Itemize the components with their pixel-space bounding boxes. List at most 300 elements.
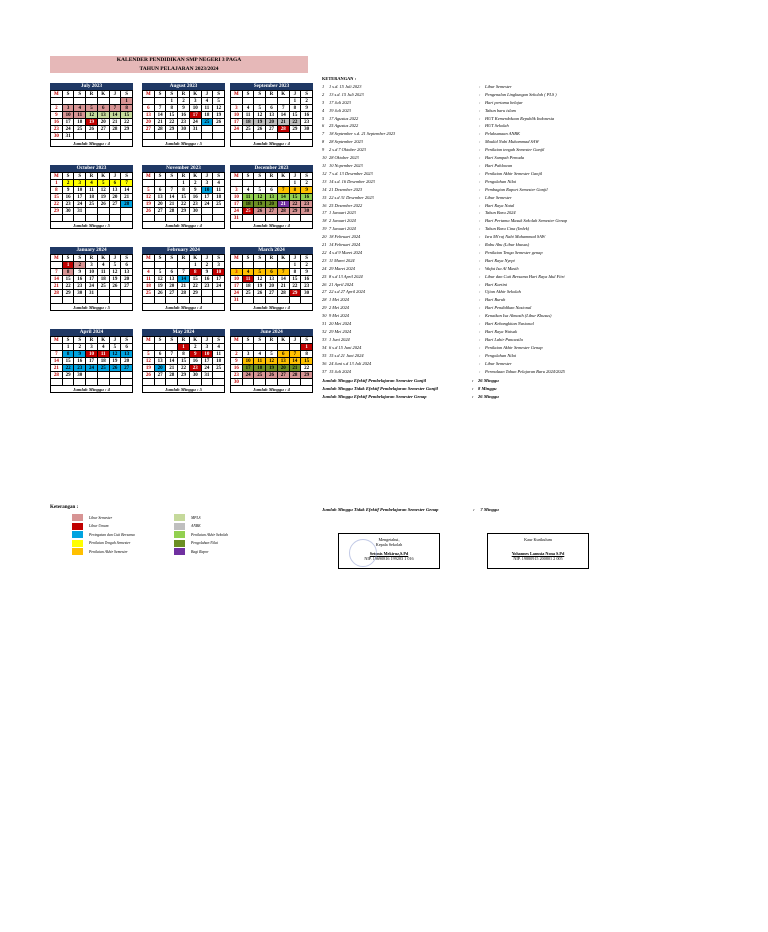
day-cell: 12 — [143, 194, 155, 201]
ket-desc: Isra Mi'raj Nabi Muhammad SAW — [485, 234, 546, 240]
weekday-header: S — [166, 173, 178, 180]
month-days — [50, 254, 133, 304]
summary-value: 26 Minggu — [478, 393, 499, 399]
ket-colon: : — [479, 131, 481, 137]
signature-curriculum — [487, 533, 589, 569]
day-cell: 30 — [190, 208, 202, 215]
day-cell: 11 — [243, 194, 255, 201]
weekday-header: K — [278, 337, 290, 344]
day-cell: 6 — [143, 105, 155, 112]
empty-cell — [155, 215, 167, 222]
day-cell: 28 — [178, 290, 190, 297]
day-cell: 13 — [266, 194, 278, 201]
day-cell: 2 — [178, 98, 190, 105]
weekday-header: R — [178, 173, 190, 180]
day-cell: 1 — [190, 262, 202, 269]
day-cell: 7 — [110, 105, 122, 112]
ket-date: 1 Januari 2023 — [329, 210, 356, 216]
keterangan-row — [322, 209, 622, 217]
ket-date: 2 Januari 2024 — [329, 218, 356, 224]
month-days — [230, 90, 313, 140]
empty-cell — [98, 290, 110, 297]
day-cell: 27 — [110, 201, 122, 208]
ket-desc: Hari Raya Nyepi — [485, 257, 515, 263]
weekday-header: S — [63, 255, 75, 262]
month-9 — [50, 329, 133, 393]
day-cell: 28 — [51, 290, 63, 297]
day-cell: 17 — [202, 194, 214, 201]
day-cell: 30 — [231, 379, 243, 386]
day-cell: 4 — [74, 105, 86, 112]
day-cell: 18 — [74, 119, 86, 126]
day-cell: 14 — [278, 194, 290, 201]
day-cell: 3 — [231, 187, 243, 194]
ket-date: 4 s.d 9 Maret 2024 — [329, 249, 363, 255]
day-cell: 2 — [202, 262, 214, 269]
day-cell: 31 — [74, 208, 86, 215]
month-days — [50, 172, 133, 222]
day-cell: 17 — [86, 358, 98, 365]
weekday-header: J — [290, 91, 302, 98]
day-cell: 19 — [143, 365, 155, 372]
ket-desc: Hari Raya Waisak — [485, 329, 518, 334]
day-cell: 16 — [202, 276, 214, 283]
day-cell: 3 — [63, 105, 75, 112]
day-cell: 27 — [143, 126, 155, 133]
day-cell: 28 — [51, 372, 63, 379]
empty-cell — [202, 297, 214, 304]
day-cell: 29 — [178, 372, 190, 379]
day-cell: 13 — [121, 269, 133, 276]
ket-colon: : — [479, 107, 481, 113]
empty-cell — [231, 133, 243, 140]
legend-item — [72, 523, 109, 530]
empty-cell — [86, 297, 98, 304]
empty-cell — [98, 297, 110, 304]
weekday-header: S — [63, 337, 75, 344]
empty-cell — [74, 133, 86, 140]
legend-item — [72, 548, 128, 555]
day-cell: 10 — [190, 105, 202, 112]
month-days — [142, 336, 225, 386]
weekday-header: J — [202, 337, 214, 344]
summary-label: Jumlah Minggu Efektif Pembelajaran Semester Genap — [322, 393, 427, 399]
day-cell: 24 — [74, 201, 86, 208]
weekday-header: R — [266, 255, 278, 262]
empty-cell — [243, 215, 255, 222]
day-cell: 27 — [266, 208, 278, 215]
weekday-header: R — [86, 173, 98, 180]
ket-desc: Hari pertama belajar — [485, 99, 523, 105]
day-cell: 12 — [213, 105, 225, 112]
ket-num: 37 — [322, 368, 327, 374]
weekday-header: R — [86, 337, 98, 344]
day-cell: 26 — [266, 372, 278, 379]
day-cell: 20 — [110, 194, 122, 201]
ket-colon: : — [479, 194, 481, 200]
summary-colon: : — [472, 378, 474, 384]
ket-date: 2 Mei 2024 — [329, 305, 349, 311]
empty-cell — [290, 133, 302, 140]
day-cell: 27 — [266, 290, 278, 297]
month-header: November 2023 — [142, 165, 225, 172]
day-cell: 23 — [231, 372, 243, 379]
day-cell: 16 — [190, 194, 202, 201]
weekday-header: J — [290, 255, 302, 262]
day-cell: 4 — [213, 344, 225, 351]
ket-desc: Tahun baru islam — [485, 107, 516, 113]
weekday-header: S — [155, 91, 167, 98]
ket-num: 9 — [322, 147, 325, 153]
ket-colon: : — [479, 234, 481, 240]
ket-num: 17 — [322, 210, 327, 216]
month-footer: Jumlah Minggu : 4 — [50, 140, 133, 147]
day-cell: 4 — [202, 98, 214, 105]
day-cell: 21 — [121, 194, 133, 201]
day-cell: 16 — [74, 358, 86, 365]
day-cell: 10 — [231, 112, 243, 119]
ket-num: 6 — [322, 123, 325, 129]
day-cell: 7 — [51, 351, 63, 358]
month-6 — [50, 247, 133, 311]
weekday-header: K — [190, 91, 202, 98]
empty-cell — [278, 133, 290, 140]
empty-cell — [213, 133, 225, 140]
ket-colon: : — [479, 360, 481, 366]
day-cell: 24 — [243, 372, 255, 379]
empty-cell — [110, 379, 122, 386]
summary-colon: : — [472, 386, 474, 392]
day-cell: 22 — [290, 119, 302, 126]
legend-swatch — [174, 531, 185, 538]
weekday-header: S — [121, 255, 133, 262]
ket-num: 30 — [322, 313, 327, 319]
ket-num: 26 — [322, 281, 327, 287]
ket-num: 16 — [322, 202, 327, 208]
empty-cell — [143, 297, 155, 304]
day-cell: 31 — [231, 215, 243, 222]
day-cell: 9 — [74, 269, 86, 276]
weekday-header: R — [178, 337, 190, 344]
day-cell: 26 — [254, 290, 266, 297]
day-cell: 7 — [155, 105, 167, 112]
day-cell: 24 — [202, 201, 214, 208]
month-footer: Jumlah Minggu : 4 — [50, 386, 133, 393]
school-stamp-icon — [349, 539, 377, 567]
keterangan-row — [322, 138, 622, 146]
ket-desc: Penilaian Tenga Semester genap — [485, 249, 543, 255]
day-cell: 15 — [63, 358, 75, 365]
weekday-header: S — [74, 173, 86, 180]
day-cell: 6 — [266, 187, 278, 194]
empty-cell — [51, 98, 63, 105]
ket-colon: : — [479, 281, 481, 287]
weekday-header: M — [231, 91, 243, 98]
day-cell: 29 — [63, 372, 75, 379]
day-cell: 3 — [243, 351, 255, 358]
day-cell: 5 — [86, 105, 98, 112]
empty-cell — [266, 133, 278, 140]
day-cell: 17 — [231, 119, 243, 126]
day-cell: 1 — [290, 98, 302, 105]
empty-cell — [290, 297, 302, 304]
day-cell: 16 — [231, 365, 243, 372]
day-cell: 8 — [166, 105, 178, 112]
empty-cell — [278, 180, 290, 187]
day-cell: 25 — [202, 119, 214, 126]
ket-desc: HUT Kemerdekaan Republik Indonesia — [485, 115, 555, 121]
day-cell: 24 — [213, 283, 225, 290]
empty-cell — [243, 379, 255, 386]
month-header: August 2023 — [142, 83, 225, 90]
day-cell: 19 — [110, 276, 122, 283]
keterangan-row — [322, 368, 622, 376]
empty-cell — [143, 262, 155, 269]
day-cell: 12 — [266, 358, 278, 365]
month-days — [142, 254, 225, 304]
ket-colon: : — [479, 115, 481, 121]
ket-date: 15 Juli 2024 — [329, 368, 351, 374]
empty-cell — [121, 372, 133, 379]
empty-cell — [74, 98, 86, 105]
day-cell: 17 — [231, 201, 243, 208]
day-cell: 22 — [290, 283, 302, 290]
ket-colon: : — [479, 368, 481, 374]
day-cell: 16 — [190, 358, 202, 365]
empty-cell — [278, 297, 290, 304]
day-cell: 9 — [301, 187, 313, 194]
ket-num: 19 — [322, 226, 327, 232]
keterangan-row — [322, 281, 622, 289]
day-cell: 24 — [231, 290, 243, 297]
ket-date: 8 s.d 13 April 2024 — [329, 273, 363, 279]
day-cell: 25 — [243, 290, 255, 297]
month-header: February 2024 — [142, 247, 225, 254]
day-cell: 20 — [155, 201, 167, 208]
empty-cell — [243, 262, 255, 269]
empty-cell — [110, 290, 122, 297]
empty-cell — [213, 215, 225, 222]
day-cell: 19 — [266, 365, 278, 372]
day-cell: 31 — [231, 297, 243, 304]
day-cell: 24 — [190, 119, 202, 126]
weekday-header: S — [155, 255, 167, 262]
weekday-header: S — [243, 337, 255, 344]
legend-swatch — [174, 523, 185, 530]
day-cell: 29 — [63, 290, 75, 297]
ket-num: 7 — [322, 131, 325, 137]
legend-item — [174, 531, 228, 538]
ket-desc: Pengolahan Nilai — [485, 352, 517, 358]
empty-cell — [51, 344, 63, 351]
weekday-header: S — [243, 91, 255, 98]
legend-label: ANBK — [191, 524, 201, 529]
day-cell: 10 — [86, 351, 98, 358]
day-cell: 9 — [301, 105, 313, 112]
day-cell: 11 — [98, 269, 110, 276]
empty-cell — [266, 262, 278, 269]
keterangan-row — [322, 344, 622, 352]
keterangan-row — [322, 257, 622, 265]
legend-swatch — [72, 514, 83, 521]
ket-date: 1 Mei 2024 — [329, 297, 349, 303]
weekday-header: S — [213, 255, 225, 262]
day-cell: 20 — [278, 365, 290, 372]
empty-cell — [254, 379, 266, 386]
empty-cell — [190, 297, 202, 304]
ket-desc: Libur Semester — [485, 194, 512, 200]
weekday-header: S — [301, 173, 313, 180]
ket-colon: : — [479, 99, 481, 105]
day-cell: 14 — [290, 358, 302, 365]
day-cell: 13 — [143, 112, 155, 119]
keterangan-row — [322, 312, 622, 320]
day-cell: 3 — [86, 262, 98, 269]
empty-cell — [155, 262, 167, 269]
empty-cell — [143, 133, 155, 140]
day-cell: 2 — [301, 98, 313, 105]
day-cell: 25 — [143, 290, 155, 297]
day-cell: 7 — [121, 180, 133, 187]
day-cell: 16 — [301, 194, 313, 201]
empty-cell — [166, 133, 178, 140]
day-cell: 4 — [98, 344, 110, 351]
day-cell: 15 — [290, 112, 302, 119]
empty-cell — [202, 126, 214, 133]
day-cell: 9 — [51, 112, 63, 119]
legend-label: Bagi Rapor — [191, 549, 209, 554]
empty-cell — [266, 98, 278, 105]
empty-cell — [178, 379, 190, 386]
day-cell: 26 — [213, 119, 225, 126]
weekday-header: K — [278, 255, 290, 262]
empty-cell — [202, 133, 214, 140]
weekday-header: R — [178, 255, 190, 262]
day-cell: 25 — [213, 201, 225, 208]
day-cell: 29 — [290, 290, 302, 297]
day-cell: 20 — [98, 119, 110, 126]
day-cell: 3 — [190, 98, 202, 105]
weekday-header: J — [110, 91, 122, 98]
day-cell: 4 — [243, 187, 255, 194]
day-cell: 9 — [74, 351, 86, 358]
ket-num: 5 — [322, 115, 325, 121]
empty-cell — [278, 344, 290, 351]
summary-value: 26 Minggu — [478, 378, 499, 384]
ket-colon: : — [479, 178, 481, 184]
summary-label: Jumlah Minggu Tidak Efektif Pembelajaran Semester Ganjil — [322, 386, 438, 392]
day-cell: 1 — [63, 344, 75, 351]
ket-colon: : — [479, 265, 481, 271]
day-cell: 14 — [166, 358, 178, 365]
sign-left-nip: NIP. 19690816 199203 1 016 — [364, 556, 414, 561]
empty-cell — [254, 215, 266, 222]
empty-cell — [213, 297, 225, 304]
ket-colon: : — [479, 139, 481, 145]
keterangan-row — [322, 91, 622, 99]
day-cell: 7 — [166, 351, 178, 358]
legend-label: Peringatan dan Cuti Bersama — [89, 532, 135, 537]
legend-swatch — [72, 531, 83, 538]
empty-cell — [166, 180, 178, 187]
weekday-header: R — [178, 91, 190, 98]
empty-cell — [86, 379, 98, 386]
weekday-header: S — [63, 173, 75, 180]
day-cell: 23 — [51, 126, 63, 133]
day-cell: 23 — [178, 119, 190, 126]
day-cell: 28 — [121, 201, 133, 208]
day-cell: 10 — [202, 187, 214, 194]
day-cell: 9 — [231, 358, 243, 365]
empty-cell — [98, 215, 110, 222]
day-cell: 26 — [98, 201, 110, 208]
ket-num: 1 — [322, 83, 325, 89]
day-cell: 4 — [98, 262, 110, 269]
day-cell: 4 — [243, 105, 255, 112]
ket-date: 7 s.d. 13 Desember 2023 — [329, 170, 373, 176]
day-cell: 18 — [243, 119, 255, 126]
empty-cell — [213, 208, 225, 215]
title-line2: TAHUN PELAJARAN 2023/2024 — [139, 65, 219, 72]
day-cell: 25 — [86, 201, 98, 208]
weekday-header: R — [266, 91, 278, 98]
ket-desc: Penilaian Akhir Semester Genap — [485, 344, 543, 350]
ket-date: 22 s.d 27 April 2024 — [329, 289, 365, 295]
ket-date: 1 s.d. 15 Juli 2023 — [329, 83, 362, 89]
ket-date: 10 Nopember 2023 — [329, 162, 363, 168]
ket-desc: Hari Raya Natal — [485, 202, 515, 208]
ket-colon: : — [479, 329, 481, 334]
month-footer: Jumlah Minggu : 4 — [142, 222, 225, 229]
ket-date: 17 Juli 2023 — [329, 99, 351, 105]
ket-colon: : — [479, 321, 481, 327]
ket-colon: : — [479, 226, 481, 232]
legend-item — [72, 540, 130, 547]
legend-label: Libur Umum — [89, 524, 109, 529]
day-cell: 11 — [74, 112, 86, 119]
empty-cell — [121, 133, 133, 140]
empty-cell — [63, 215, 75, 222]
day-cell: 20 — [143, 119, 155, 126]
day-cell: 25 — [243, 208, 255, 215]
day-cell: 3 — [86, 344, 98, 351]
day-cell: 16 — [301, 112, 313, 119]
ket-desc: Hari Pertama Masuk Sekolah Semester Genap — [485, 218, 568, 224]
keterangan-row — [322, 178, 622, 186]
day-cell: 18 — [243, 283, 255, 290]
weekday-header: S — [166, 337, 178, 344]
empty-cell — [121, 379, 133, 386]
empty-cell — [63, 379, 75, 386]
empty-cell — [243, 133, 255, 140]
signature-principal — [338, 533, 440, 569]
month-days — [230, 336, 313, 386]
weekday-header: M — [143, 173, 155, 180]
month-3 — [50, 165, 133, 229]
day-cell: 4 — [143, 269, 155, 276]
ket-date: 14 Februari 2024 — [329, 242, 361, 248]
day-cell: 4 — [254, 351, 266, 358]
day-cell: 15 — [166, 112, 178, 119]
day-cell: 11 — [213, 187, 225, 194]
ket-date: 17 Agustus 2022 — [329, 115, 359, 121]
ket-num: 10 — [322, 155, 327, 161]
day-cell: 14 — [110, 112, 122, 119]
day-cell: 3 — [202, 344, 214, 351]
day-cell: 26 — [110, 365, 122, 372]
ket-colon: : — [479, 249, 481, 255]
ket-desc: Permulaan Tahun Pelajaran Baru 2024/2025 — [485, 368, 565, 374]
